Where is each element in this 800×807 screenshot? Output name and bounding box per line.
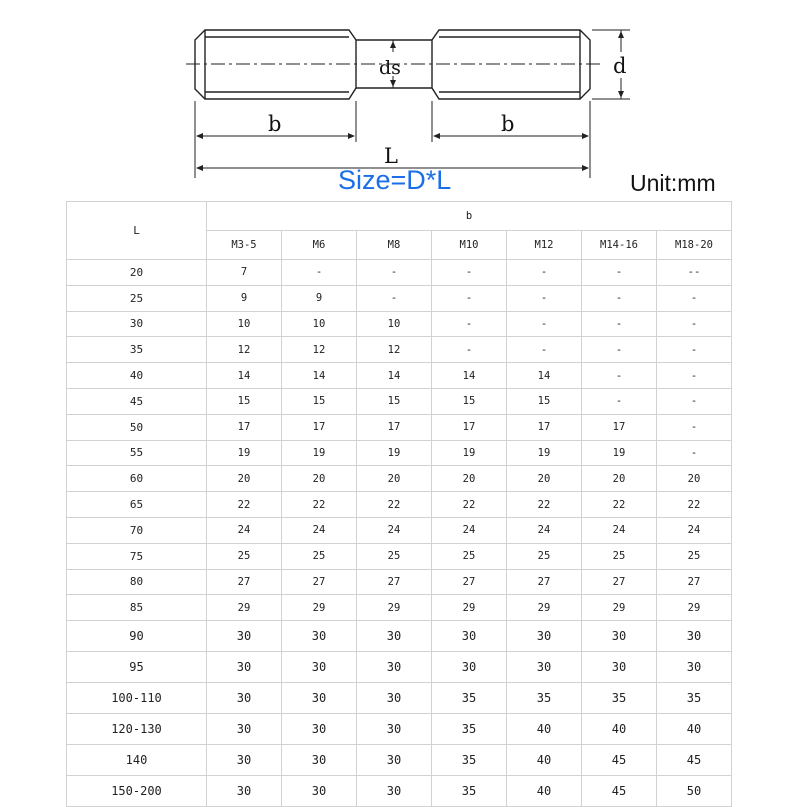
thread-length-cell: 22 [282, 492, 357, 518]
thread-length-cell: 25 [207, 543, 282, 569]
thread-length-cell: 50 [657, 776, 732, 807]
thread-length-cell: 35 [657, 683, 732, 714]
thread-length-cell: 20 [357, 466, 432, 492]
thread-length-cell: - [282, 260, 357, 286]
b-right-label: b [501, 112, 515, 136]
thread-length-cell: - [507, 260, 582, 286]
length-cell: 85 [67, 595, 207, 621]
thread-length-cell: 30 [357, 683, 432, 714]
length-cell: 40 [67, 363, 207, 389]
thread-length-cell: 14 [357, 363, 432, 389]
thread-length-cell: 27 [432, 569, 507, 595]
thread-length-cell: 29 [357, 595, 432, 621]
table-row [67, 337, 732, 363]
thread-length-cell: 30 [282, 621, 357, 652]
thread-length-cell: 17 [507, 414, 582, 440]
length-cell: 25 [67, 285, 207, 311]
thread-length-cell: 19 [582, 440, 657, 466]
thread-length-cell: 30 [507, 621, 582, 652]
thread-length-cell: 40 [657, 714, 732, 745]
thread-length-cell: 19 [282, 440, 357, 466]
thread-length-cell: 30 [432, 652, 507, 683]
thread-length-cell: - [432, 337, 507, 363]
thread-length-cell: 40 [507, 714, 582, 745]
thread-length-cell: 30 [507, 652, 582, 683]
column-header-size: M8 [357, 231, 432, 260]
thread-length-cell: 30 [207, 683, 282, 714]
thread-length-cell: 12 [282, 337, 357, 363]
thread-length-cell: 40 [582, 714, 657, 745]
thread-length-cell: 45 [657, 745, 732, 776]
thread-length-cell: 30 [282, 776, 357, 807]
column-header-b: b [207, 202, 732, 231]
thread-length-cell: 30 [207, 621, 282, 652]
thread-length-cell: 24 [357, 517, 432, 543]
thread-length-cell: 20 [432, 466, 507, 492]
table-row [67, 569, 732, 595]
thread-length-cell: 30 [657, 621, 732, 652]
thread-length-cell: 22 [507, 492, 582, 518]
thread-length-cell: 30 [582, 652, 657, 683]
thread-length-cell: 29 [657, 595, 732, 621]
thread-length-cell: - [507, 337, 582, 363]
thread-length-cell: 14 [432, 363, 507, 389]
thread-length-cell: 19 [432, 440, 507, 466]
length-cell: 20 [67, 260, 207, 286]
thread-length-cell: 30 [282, 714, 357, 745]
table-body [67, 260, 732, 807]
column-header-size: M10 [432, 231, 507, 260]
thread-length-cell: - [657, 388, 732, 414]
thread-length-cell: 14 [282, 363, 357, 389]
length-cell: 140 [67, 745, 207, 776]
thread-length-cell: 24 [582, 517, 657, 543]
length-cell: 80 [67, 569, 207, 595]
thread-length-cell: 25 [657, 543, 732, 569]
thread-length-cell: - [507, 311, 582, 337]
length-cell: 120-130 [67, 714, 207, 745]
table-row [67, 440, 732, 466]
thread-length-cell: 12 [357, 337, 432, 363]
unit-label: Unit:mm [630, 170, 716, 196]
thread-length-cell: 10 [207, 311, 282, 337]
thread-length-cell: 30 [357, 745, 432, 776]
length-cell: 60 [67, 466, 207, 492]
thread-length-cell: - [582, 285, 657, 311]
table-row [67, 363, 732, 389]
thread-length-cell: 19 [357, 440, 432, 466]
thread-length-cell: 15 [507, 388, 582, 414]
length-cell: 75 [67, 543, 207, 569]
length-cell: 70 [67, 517, 207, 543]
thread-length-cell: 7 [207, 260, 282, 286]
thread-length-cell: 15 [282, 388, 357, 414]
thread-length-cell: 25 [357, 543, 432, 569]
thread-length-cell: - [582, 337, 657, 363]
thread-length-cell: -- [657, 260, 732, 286]
thread-length-cell: 30 [432, 621, 507, 652]
thread-length-cell: 35 [432, 745, 507, 776]
thread-length-cell: - [432, 260, 507, 286]
table-row [67, 745, 732, 776]
thread-length-cell: 17 [357, 414, 432, 440]
thread-length-cell: - [657, 311, 732, 337]
length-cell: 50 [67, 414, 207, 440]
thread-length-cell: 17 [432, 414, 507, 440]
thread-length-cell: 25 [282, 543, 357, 569]
thread-length-cell: 30 [282, 683, 357, 714]
column-header-size: M18-20 [657, 231, 732, 260]
table-row [67, 517, 732, 543]
table-row [67, 492, 732, 518]
thread-length-cell: - [582, 311, 657, 337]
table-row [67, 776, 732, 807]
thread-length-cell: - [507, 285, 582, 311]
table-row [67, 714, 732, 745]
length-cell: 45 [67, 388, 207, 414]
column-header-size: M12 [507, 231, 582, 260]
thread-length-cell: - [657, 440, 732, 466]
thread-length-cell: 30 [207, 714, 282, 745]
column-header-size: M6 [282, 231, 357, 260]
column-header-size: M3-5 [207, 231, 282, 260]
thread-length-cell: 30 [357, 776, 432, 807]
thread-length-cell: 15 [357, 388, 432, 414]
thread-length-cell: - [582, 260, 657, 286]
thread-length-cell: 10 [357, 311, 432, 337]
length-cell: 100-110 [67, 683, 207, 714]
table-row [67, 595, 732, 621]
length-cell: 95 [67, 652, 207, 683]
thread-length-cell: 22 [207, 492, 282, 518]
thread-length-cell: 19 [507, 440, 582, 466]
thread-length-cell: 30 [582, 621, 657, 652]
thread-length-cell: 29 [432, 595, 507, 621]
thread-length-cell: - [582, 363, 657, 389]
thread-length-cell: 19 [207, 440, 282, 466]
thread-length-cell: 9 [207, 285, 282, 311]
thread-length-cell: 30 [357, 714, 432, 745]
length-cell: 35 [67, 337, 207, 363]
thread-length-table [66, 201, 732, 807]
thread-length-cell: - [657, 363, 732, 389]
thread-length-cell: - [657, 414, 732, 440]
thread-length-cell: 30 [357, 621, 432, 652]
thread-length-cell: 30 [282, 652, 357, 683]
thread-length-cell: 24 [432, 517, 507, 543]
d-label: d [613, 54, 627, 78]
thread-length-cell: 40 [507, 745, 582, 776]
table-row [67, 311, 732, 337]
thread-length-cell: - [357, 285, 432, 311]
thread-length-cell: 35 [432, 683, 507, 714]
thread-length-cell: 22 [432, 492, 507, 518]
table-row [67, 652, 732, 683]
thread-length-cell: 24 [507, 517, 582, 543]
thread-length-cell: - [357, 260, 432, 286]
stud-drawing [0, 0, 800, 180]
thread-length-cell: 35 [507, 683, 582, 714]
thread-length-cell: 30 [207, 745, 282, 776]
thread-length-cell: 27 [582, 569, 657, 595]
thread-length-cell: 27 [657, 569, 732, 595]
thread-length-cell: 25 [582, 543, 657, 569]
thread-length-cell: 20 [582, 466, 657, 492]
thread-length-cell: 9 [282, 285, 357, 311]
size-formula: Size=D*L [338, 165, 452, 195]
table-row [67, 285, 732, 311]
thread-length-cell: 29 [282, 595, 357, 621]
thread-length-cell: 29 [507, 595, 582, 621]
thread-length-cell: - [582, 388, 657, 414]
length-cell: 65 [67, 492, 207, 518]
thread-length-cell: 30 [282, 745, 357, 776]
L-label: L [384, 144, 398, 168]
thread-length-cell: 35 [582, 683, 657, 714]
thread-length-cell: 24 [207, 517, 282, 543]
table-row [67, 543, 732, 569]
length-cell: 55 [67, 440, 207, 466]
thread-length-cell: 27 [357, 569, 432, 595]
thread-length-cell: 25 [507, 543, 582, 569]
thread-length-cell: 14 [507, 363, 582, 389]
table-row [67, 388, 732, 414]
thread-length-cell: 22 [582, 492, 657, 518]
thread-length-cell: 30 [657, 652, 732, 683]
thread-length-cell: 20 [282, 466, 357, 492]
length-cell: 30 [67, 311, 207, 337]
thread-length-cell: 17 [282, 414, 357, 440]
thread-length-cell: 20 [507, 466, 582, 492]
length-cell: 150-200 [67, 776, 207, 807]
thread-length-cell: 30 [207, 776, 282, 807]
table-row [67, 414, 732, 440]
thread-length-cell: 22 [357, 492, 432, 518]
thread-length-cell: - [432, 311, 507, 337]
thread-length-cell: 30 [207, 652, 282, 683]
b-left-label: b [268, 112, 282, 136]
thread-length-cell: - [432, 285, 507, 311]
table-row [67, 260, 732, 286]
thread-length-cell: 10 [282, 311, 357, 337]
thread-length-cell: 24 [282, 517, 357, 543]
thread-length-cell: 27 [507, 569, 582, 595]
thread-length-cell: 27 [207, 569, 282, 595]
thread-length-cell: 35 [432, 776, 507, 807]
thread-length-cell: 17 [207, 414, 282, 440]
thread-length-cell: 25 [432, 543, 507, 569]
thread-length-cell: 45 [582, 776, 657, 807]
thread-length-cell: 27 [282, 569, 357, 595]
thread-length-cell: 22 [657, 492, 732, 518]
thread-length-cell: - [657, 337, 732, 363]
thread-length-cell: 15 [432, 388, 507, 414]
thread-length-cell: 30 [357, 652, 432, 683]
column-header-L: L [67, 202, 207, 260]
thread-length-cell: 29 [582, 595, 657, 621]
thread-length-cell: 15 [207, 388, 282, 414]
thread-length-cell: 45 [582, 745, 657, 776]
thread-length-cell: 20 [657, 466, 732, 492]
length-cell: 90 [67, 621, 207, 652]
thread-length-cell: 12 [207, 337, 282, 363]
ds-label: ds [379, 57, 401, 79]
thread-length-cell: 14 [207, 363, 282, 389]
thread-length-cell: 29 [207, 595, 282, 621]
thread-length-cell: 20 [207, 466, 282, 492]
thread-length-cell: 17 [582, 414, 657, 440]
thread-length-cell: 35 [432, 714, 507, 745]
thread-length-cell: 24 [657, 517, 732, 543]
thread-length-cell: - [657, 285, 732, 311]
column-header-size: M14-16 [582, 231, 657, 260]
table-row [67, 621, 732, 652]
table-row [67, 466, 732, 492]
table-row [67, 683, 732, 714]
table-header [67, 202, 732, 260]
thread-length-cell: 40 [507, 776, 582, 807]
